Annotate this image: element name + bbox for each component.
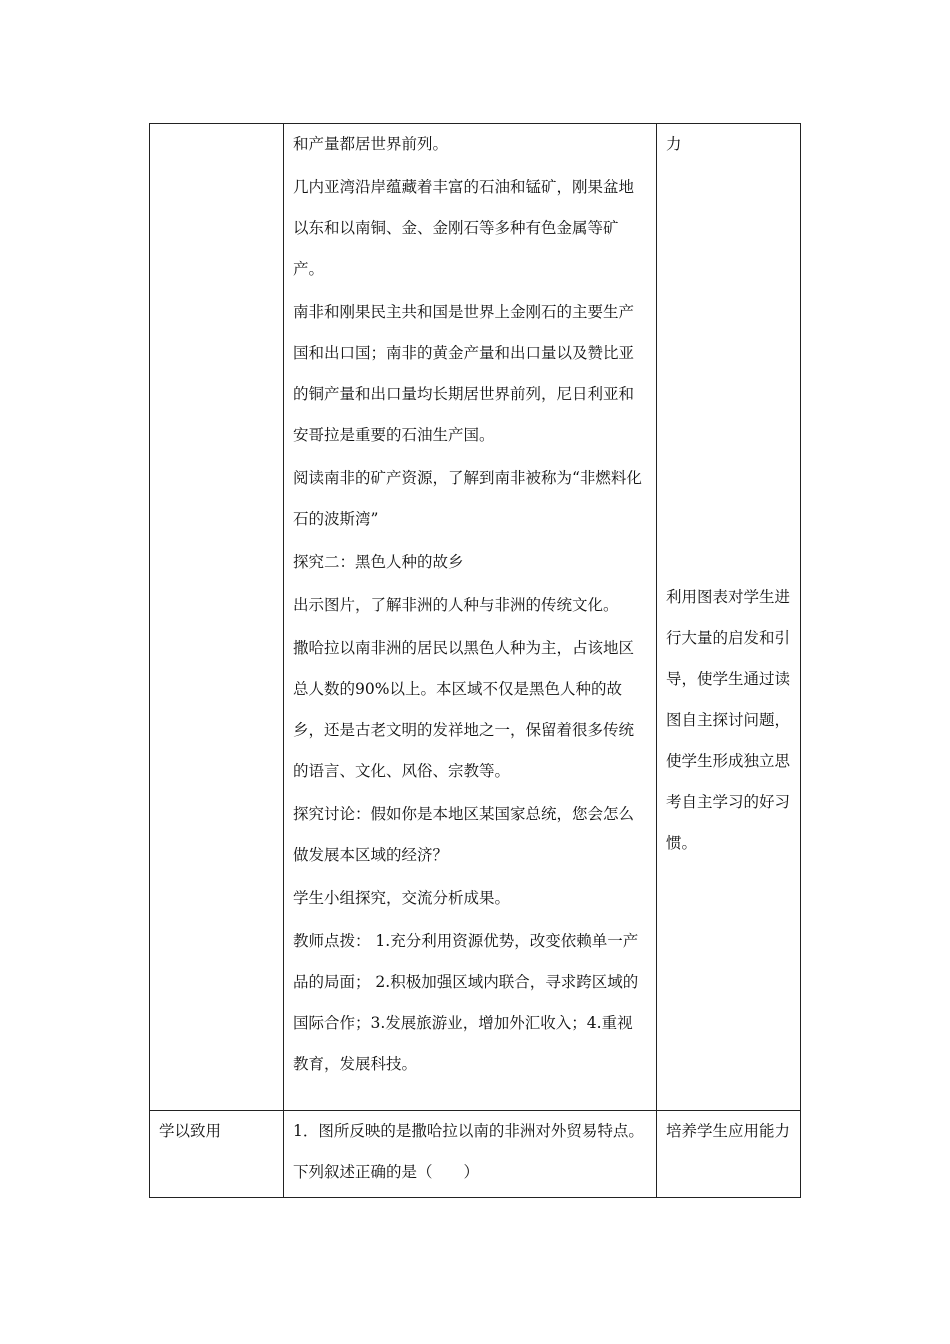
content-paragraph: 学生小组探究，交流分析成果。	[293, 889, 511, 907]
stage-cell: 学以致用	[150, 1111, 284, 1198]
content-paragraph: 几内亚湾沿岸蕴藏着丰富的石油和锰矿，刚果盆地以东和以南铜、金、金刚石等多种有色金属等矿产。	[293, 178, 635, 278]
section-heading: 探究二：黑色人种的故乡	[293, 553, 464, 571]
content-paragraph: 和产量都居世界前列。	[293, 135, 449, 153]
teaching-content-cell	[284, 124, 657, 1111]
content-paragraph: 阅读南非的矿产资源，了解到南非被称为“非燃料化石的波斯湾”	[293, 469, 642, 528]
content-paragraph: 撒哈拉以南非洲的居民以黑色人种为主，占该地区总人数的90%以上。本区域不仅是黑色人种的故乡，还是古老文明的发祥地之一，保留着很多传统的语言、文化、风俗、宗教等。	[293, 639, 635, 780]
intent-text: 利用图表对学生进行大量的启发和引导，使学生通过读图自主探讨问题，使学生形成独立思考自主学习的好习惯。	[666, 588, 791, 852]
design-intent-cell: 培养学生应用能力	[657, 1111, 801, 1198]
content-paragraph: 出示图片，了解非洲的人种与非洲的传统文化。	[293, 596, 619, 614]
intent-text: 力	[666, 135, 682, 153]
content-paragraph: 教师点拨： 1.充分利用资源优势，改变依赖单一产品的局面； 2.积极加强区域内联合，寻求跨区域的国际合作；3.发展旅游业，增加外汇收入；4.重视教育，发展科技。	[293, 932, 639, 1073]
table-row	[150, 124, 801, 1111]
content-paragraph: 南非和刚果民主共和国是世界上金刚石的主要生产国和出口国；南非的黄金产量和出口量以及赞比亚的铜产量和出口量均长期居世界前列，尼日利亚和安哥拉是重要的石油生产国。	[293, 303, 635, 444]
design-intent-cell	[657, 124, 801, 1111]
lesson-plan-table	[149, 123, 801, 1198]
stage-cell	[150, 124, 284, 1111]
content-paragraph: 探究讨论：假如你是本地区某国家总统，您会怎么做发展本区域的经济？	[293, 805, 635, 864]
table-row	[150, 1111, 801, 1198]
teaching-content-cell: 1．图所反映的是撒哈拉以南的非洲对外贸易特点。下列叙述正确的是（ ）	[284, 1111, 657, 1198]
